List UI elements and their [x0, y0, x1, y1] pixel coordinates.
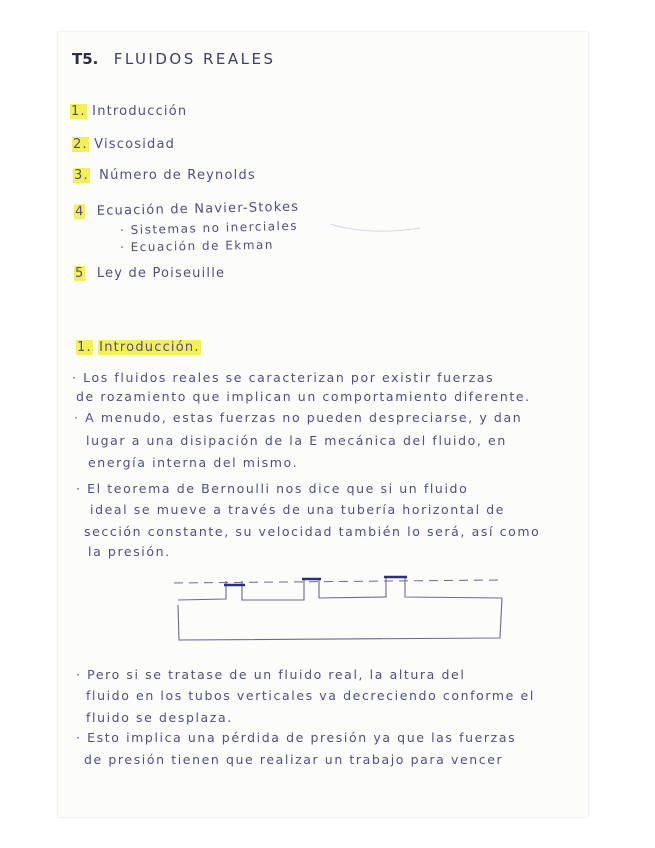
ideal-level-line — [174, 580, 500, 583]
index-label: Introducción — [92, 104, 188, 119]
pipe-body — [178, 598, 502, 640]
text-line: de rozamiento que implican un comportamiento diferente. — [76, 389, 531, 404]
index-label: Ley de Poiseuille — [96, 266, 226, 281]
text-line: · A menudo, estas fuerzas no pueden despreciarse, y dan — [74, 410, 523, 425]
text-line: · Esto implica una pérdida de presión ya que las fuerzas — [76, 730, 517, 745]
text-line: · Los fluidos reales se caracterizan por existir fuerzas — [72, 370, 495, 385]
text-line: la presión. — [88, 544, 171, 559]
title-number: T5. — [72, 50, 99, 68]
bleed-through-mark — [330, 224, 420, 231]
text-line: fluido en los tubos verticales va decreciendo conforme el — [86, 688, 535, 703]
index-number: 4 — [74, 204, 85, 220]
index-number: 3. — [74, 168, 89, 183]
title-text: FLUIDOS REALES — [113, 50, 276, 68]
text-line: energía interna del mismo. — [88, 455, 299, 470]
index-number: 1. — [71, 104, 86, 119]
index-label: Ecuación de Navier-Stokes — [96, 199, 300, 219]
index-label: Número de Reynolds — [99, 168, 256, 183]
section-number: 1. — [77, 340, 92, 355]
text-line: sección constante, su velocidad también lo será, así como — [84, 524, 541, 539]
index-number: 5 — [75, 266, 85, 281]
pipe-top-outline — [178, 577, 502, 600]
index-label: Viscosidad — [94, 137, 176, 152]
index-subitem-2: · Ecuación de Ekman — [119, 237, 275, 255]
text-line: de presión tienen que realizar un trabajo para vencer — [84, 752, 504, 767]
text-line: lugar a una disipación de la E mecánica del fluido, en — [86, 433, 507, 448]
index-subitem-1: · Sistemas no inerciales — [119, 218, 299, 238]
text-line: · Pero si se tratase de un fluido real, la altura del — [76, 667, 466, 682]
text-line: ideal se mueve a través de una tubería horizontal de — [90, 502, 506, 517]
index-number: 2. — [73, 137, 88, 152]
text-line: · El teorema de Bernoulli nos dice que si un fluido — [76, 481, 469, 496]
text-line: fluido se desplaza. — [86, 710, 233, 725]
section-label: Introducción. — [99, 340, 200, 355]
